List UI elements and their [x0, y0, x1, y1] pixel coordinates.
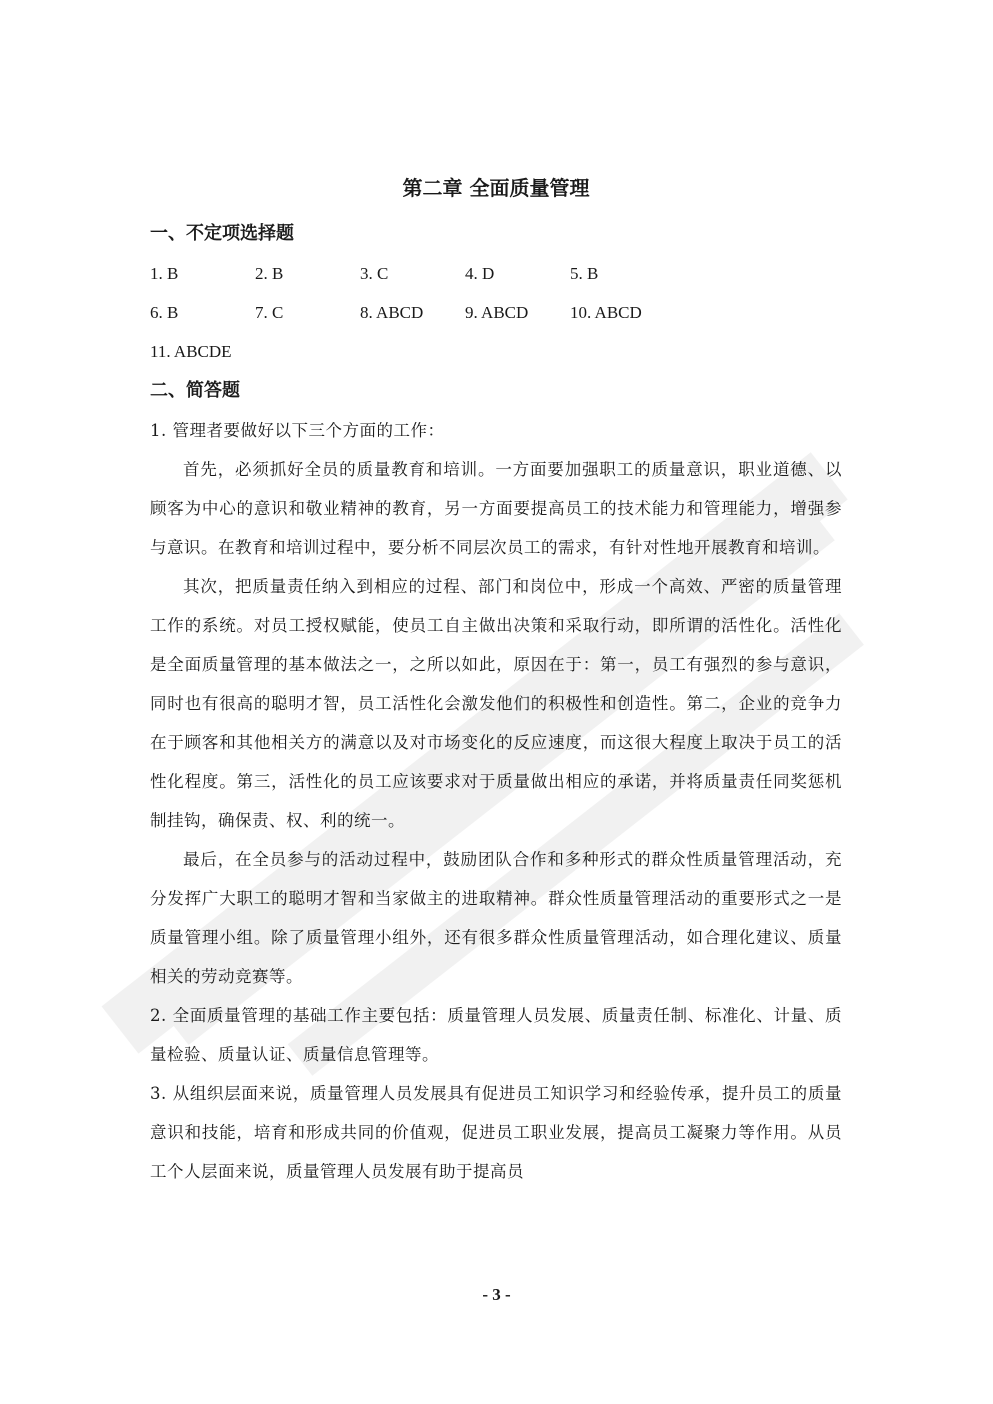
answer-item: 5. B	[570, 264, 599, 283]
answer-item: 1. B	[150, 264, 179, 283]
answer-row	[150, 254, 842, 293]
page-content	[150, 168, 842, 1191]
chapter-title: 第二章 全面质量管理	[402, 176, 590, 200]
section-heading-multiple-choice: 一、不定项选择题	[150, 223, 294, 244]
answer-paragraph: 3. 从组织层面来说，质量管理人员发展具有促进员工知识学习和经验传承，提升员工的质量意识和技能，培育和形成共同的价值观，促进员工职业发展，提高员工凝聚力等作用。从员工个人层面来说，质量管理人员发展有助于提高员	[150, 1084, 842, 1181]
answer-item: 11. ABCDE	[150, 342, 232, 361]
answer-paragraph: 首先，必须抓好全员的质量教育和培训。一方面要加强职工的质量意识，职业道德、以顾客为中心的意识和敬业精神的教育，另一方面要提高员工的技术能力和管理能力，增强参与意识。在教育和培训过程中，要分析不同层次员工的需求，有针对性地开展教育和培训。	[150, 460, 842, 557]
page-number: - 3 -	[482, 1285, 511, 1304]
answer-item: 10. ABCD	[570, 303, 642, 322]
answer-paragraph: 2. 全面质量管理的基础工作主要包括：质量管理人员发展、质量责任制、标准化、计量、质量检验、质量认证、质量信息管理等。	[150, 1006, 842, 1064]
answer-item: 2. B	[255, 264, 284, 283]
answer-row	[150, 332, 842, 371]
answer-item: 9. ABCD	[465, 303, 529, 322]
answer-item: 4. D	[465, 264, 495, 283]
answer-item: 7. C	[255, 303, 284, 322]
answer-paragraph: 1. 管理者要做好以下三个方面的工作：	[150, 421, 445, 440]
answer-item: 3. C	[360, 264, 389, 283]
answer-paragraph: 最后，在全员参与的活动过程中，鼓励团队合作和多种形式的群众性质量管理活动，充分发挥广大职工的聪明才智和当家做主的进取精神。群众性质量管理活动的重要形式之一是质量管理小组。除了质量管理小组外，还有很多群众性质量管理活动，如合理化建议、质量相关的劳动竞赛等。	[150, 850, 842, 986]
answer-item: 6. B	[150, 303, 179, 322]
answer-item: 8. ABCD	[360, 303, 424, 322]
answer-row	[150, 293, 842, 332]
answer-paragraph: 其次，把质量责任纳入到相应的过程、部门和岗位中，形成一个高效、严密的质量管理工作的系统。对员工授权赋能，使员工自主做出决策和采取行动，即所谓的活性化。活性化是全面质量管理的基本做法之一，之所以如此，原因在于：第一，员工有强烈的参与意识，同时也有很高的聪明才智，员工活性化会激发他们的积极性和创造性。第二，企业的竞争力在于顾客和其他相关方的满意以及对市场变化的反应速度，而这很大程度上取决于员工的活性化程度。第三，活性化的员工应该要求对于质量做出相应的承诺，并将质量责任同奖惩机制挂钩，确保责、权、利的统一。	[150, 577, 842, 830]
section-heading-short-answer: 二、简答题	[150, 380, 240, 401]
